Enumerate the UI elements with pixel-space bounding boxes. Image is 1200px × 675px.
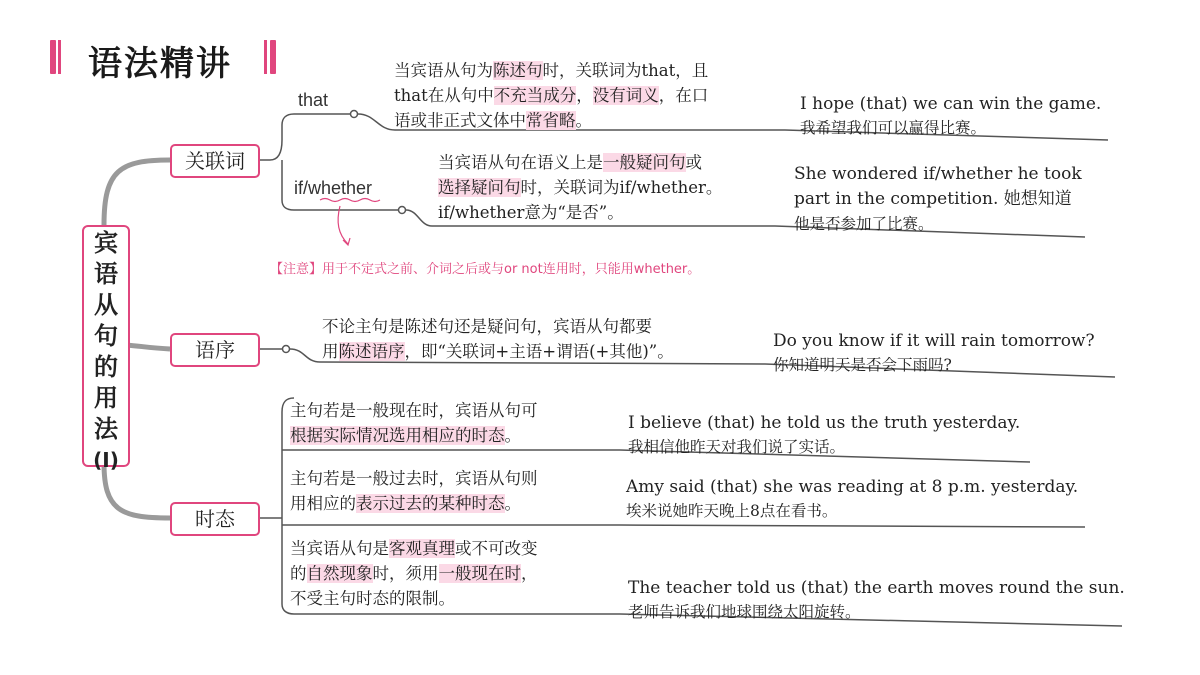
that-label: that	[298, 90, 329, 110]
example-cn: 你知道明天是否会下雨吗?	[773, 356, 952, 374]
example-cn: 老师告诉我们地球围绕太阳旋转。	[628, 603, 861, 621]
tense-rule-1: 主句若是一般现在时，宾语从句可 根据实际情况选用相应的时态。	[290, 401, 538, 445]
root-char: 的	[94, 353, 118, 381]
whether-label: if/whether	[294, 178, 373, 198]
tense-example-3	[628, 576, 1148, 624]
that-rule: 当宾语从句为陈述句时，关联词为that，且 that在从句中不充当成分，没有词义，在口 语或非正式文体中常省略。	[394, 61, 709, 130]
whether-example: She wondered if/whether he took part in the competition. 她想知道 他是否参加了比赛。	[794, 164, 1082, 233]
root-char: 宾	[94, 229, 118, 257]
example-en: I hope (that) we can win the game.	[800, 94, 1102, 114]
title-bar-right	[270, 40, 276, 74]
example-en: The teacher told us (that) the earth moves round the sun.	[628, 578, 1125, 598]
root-char: 用	[94, 384, 118, 412]
title-bar-left-thin	[58, 40, 61, 74]
tense-rule-2: 主句若是一般过去时，宾语从句则 用相应的表示过去的某种时态。	[290, 469, 538, 513]
branch-connectives: 关联词	[170, 144, 260, 178]
example-en: Amy said (that) she was reading at 8 p.m. yesterday.	[626, 477, 1079, 497]
example-en: Do you know if it will rain tomorrow?	[773, 331, 1095, 351]
order-rule: 不论主句是陈述句还是疑问句，宾语从句都要 用陈述语序，即“关联词+主语+谓语(+其他)”。	[322, 317, 674, 361]
example-cn: 我希望我们可以赢得比赛。	[800, 119, 987, 137]
root-char: 从	[94, 291, 118, 319]
example-cn: 我相信他昨天对我们说了实话。	[628, 438, 846, 456]
root-char: 法	[94, 415, 118, 443]
root-char: 句	[94, 322, 118, 350]
example-cn: 埃米说她昨天晚上8点在看书。	[626, 502, 838, 520]
root-char: (Ⅰ)	[93, 448, 119, 472]
example-en: I believe (that) he told us the truth yesterday.	[628, 413, 1021, 433]
branch-order: 语序	[170, 333, 260, 367]
tense-rule-3: 当宾语从句是客观真理或不可改变 的自然现象时，须用一般现在时， 不受主句时态的限制。	[290, 539, 538, 608]
page-title: 语法精讲	[88, 44, 232, 84]
title-bar-left	[50, 40, 56, 74]
order-example	[773, 329, 1113, 377]
root-node	[82, 225, 130, 472]
whether-rule: 当宾语从句在语义上是一般疑问句或 选择疑问句时，关联词为if/whether。 if/whether意为“是否”。	[438, 153, 723, 222]
note-whether: 【注意】用于不定式之前、介词之后或与or not连用时，只能用whether。	[270, 262, 701, 277]
tense-example-2	[626, 475, 1096, 523]
tense-example-1	[628, 411, 1028, 459]
that-example	[800, 92, 1120, 140]
branch-tense: 时态	[170, 502, 260, 536]
root-char: 语	[94, 260, 118, 288]
title-bar-right-thin	[264, 40, 267, 74]
